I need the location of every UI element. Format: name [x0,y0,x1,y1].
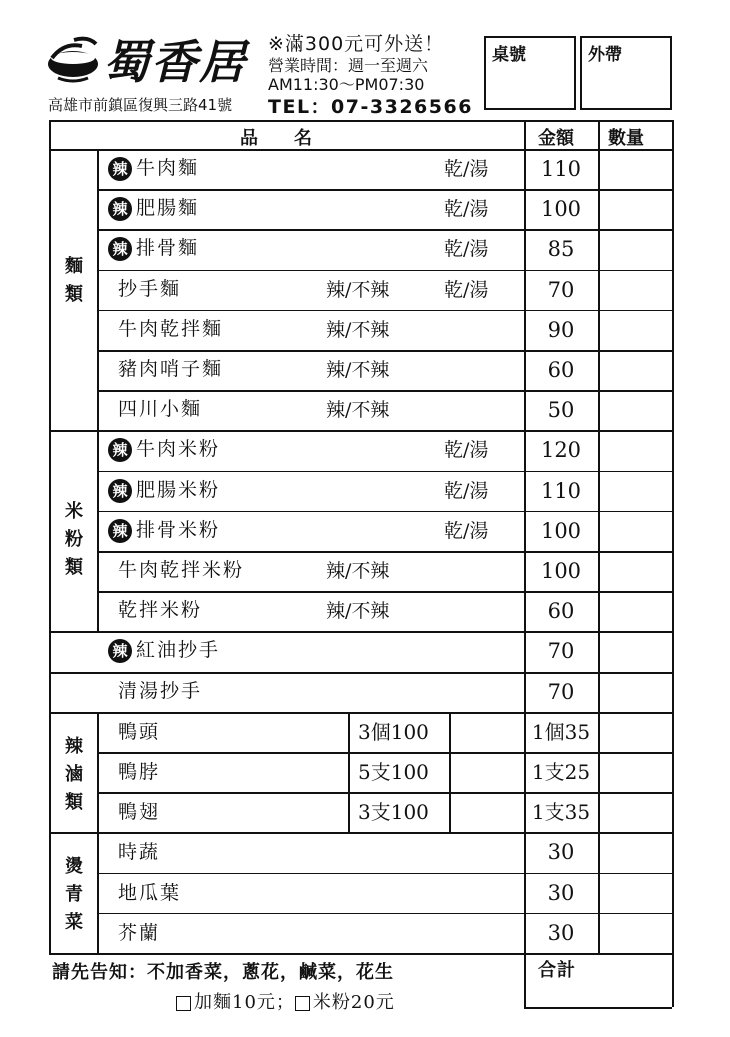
quantity-cell[interactable] [600,312,670,348]
menu-item-price: 100 [540,559,582,583]
serving-option: 乾/湯 [444,198,489,221]
menu-item-name: 辣 牛肉麵 [108,157,199,181]
bulk-price: 3個100 [358,719,429,744]
quantity-cell[interactable] [600,272,670,308]
shop-address: 高雄市前鎮區復興三路41號 [48,96,233,114]
quantity-cell[interactable] [600,834,670,870]
grid-line [97,551,672,553]
grid-line [49,120,672,122]
phone-number: TEL：07-3326566 [268,96,473,118]
menu-item-price: 90 [547,317,575,342]
quantity-cell[interactable] [600,553,670,589]
menu-item-price: 110 [540,157,582,181]
grid-line [97,913,672,915]
quantity-cell[interactable] [600,473,670,509]
spice-option: 辣/不辣 [326,399,390,422]
menu-item-name: 時蔬 [118,841,161,864]
grid-line [97,792,672,794]
menu-item-price: 110 [540,478,582,503]
menu-item-name: 地瓜葉 [118,881,182,904]
delivery-promo: ※滿300元可外送！ [268,33,445,55]
spice-option: 辣/不辣 [326,560,390,582]
quantity-cell[interactable] [600,513,670,549]
menu-item-price: 1個35 [531,719,591,744]
menu-item-price: 1支25 [531,760,591,784]
business-hours-time: AM11:30～PM07:30 [268,75,425,94]
quantity-cell[interactable] [600,352,670,388]
grid-line [49,712,672,714]
grid-line [97,471,672,473]
grid-line [49,672,672,674]
menu-item-name: 牛肉乾拌麵 [118,317,224,340]
grid-line [97,390,672,392]
spicy-icon: 辣 [108,519,132,543]
menu-item-price: 30 [547,840,575,865]
menu-item-name: 辣 牛肉米粉 [108,438,220,462]
spice-option: 辣/不辣 [326,278,390,301]
menu-item-price: 100 [540,197,582,222]
menu-item-name: 芥蘭 [118,921,161,944]
addon-noodle-checkbox[interactable] [176,996,191,1011]
grid-line [97,310,672,312]
grid-line [524,1007,672,1009]
grid-line [449,712,451,833]
grid-line [97,189,672,191]
quantity-cell[interactable] [600,231,670,267]
spicy-icon: 辣 [108,438,132,462]
quantity-cell[interactable] [600,674,670,710]
spice-option: 辣/不辣 [326,359,390,381]
bulk-price: 5支100 [358,760,429,784]
menu-item-price: 70 [547,639,575,664]
addon-noodle-label: 加麵10元； [194,992,295,1013]
grid-line [672,120,674,953]
serving-option: 乾/湯 [444,519,489,542]
menu-item-price: 30 [547,920,575,945]
category-label-greens: 燙 青 菜 [65,856,83,933]
menu-item-name: 辣 排骨麵 [108,237,199,261]
bulk-price: 3支100 [358,800,429,825]
menu-item-price: 60 [547,358,575,382]
spicy-icon: 辣 [108,237,132,261]
serving-option: 乾/湯 [444,238,489,261]
spicy-icon: 辣 [108,639,132,663]
menu-item-name: 辣 肥腸米粉 [108,479,220,503]
serving-option: 乾/湯 [444,278,489,301]
column-header-price: 金額 [538,128,574,149]
menu-item-name: 抄手麵 [118,277,182,300]
menu-item-name: 鴨翅 [118,801,161,824]
menu-item-price: 70 [547,679,575,704]
menu-item-price: 85 [547,237,575,262]
takeout-box[interactable] [580,36,672,110]
grid-line [348,712,350,833]
menu-item-name: 豬肉哨子麵 [118,358,224,380]
quantity-cell[interactable] [600,714,670,750]
quantity-cell[interactable] [600,151,670,187]
total-label: 合計 [538,960,576,981]
spicy-icon: 辣 [108,197,132,221]
menu-item-name: 四川小麵 [118,398,203,421]
grid-line [97,270,672,272]
menu-item-name: 乾拌米粉 [118,599,203,622]
menu-item-name: 牛肉乾拌米粉 [118,559,245,581]
menu-item-name: 辣 紅油抄手 [108,639,220,663]
grid-line [97,591,672,593]
menu-item-price: 70 [547,277,575,302]
menu-item-price: 120 [540,438,582,463]
serving-option: 乾/湯 [444,158,489,180]
addon-options [176,988,395,1014]
spice-option: 辣/不辣 [326,318,390,341]
category-label-rice-noodles: 米 粉 類 [65,501,83,578]
category-label-noodles: 麵 類 [65,256,83,305]
quantity-cell[interactable] [600,191,670,227]
menu-item-name: 清湯抄手 [118,679,203,702]
business-hours-days: 營業時間：週一至週六 [268,56,429,75]
menu-item-price: 1支35 [531,800,591,825]
menu-item-price: 100 [540,518,582,543]
menu-item-name: 鴨脖 [118,761,161,783]
grid-line [49,832,672,834]
menu-item-price: 60 [547,599,575,624]
quantity-cell[interactable] [600,875,670,911]
table-number-label: 桌號 [492,45,526,65]
grid-line [97,873,672,875]
serving-option: 乾/湯 [444,439,489,462]
grid-line [49,149,672,151]
quantity-cell[interactable] [600,392,670,428]
grid-line [49,120,51,953]
grid-line [49,953,672,955]
menu-item-name: 辣 排骨米粉 [108,519,220,543]
quantity-cell[interactable] [600,633,670,669]
menu-item-price: 30 [547,880,575,905]
grid-line [97,229,672,231]
addon-rice-label: 米粉20元 [312,992,395,1013]
takeout-label: 外帶 [588,45,622,65]
addon-rice-checkbox[interactable] [295,996,310,1011]
grid-line [49,430,672,432]
grid-line [97,511,672,513]
quantity-cell[interactable] [600,754,670,790]
grid-line [672,953,674,1007]
spicy-icon: 辣 [108,157,132,181]
serving-option: 乾/湯 [444,479,489,502]
shop-name: 蜀香居 [103,35,247,89]
notice-text: 請先告知：不加香菜，蔥花，鹹菜，花生 [52,962,394,983]
grid-line [97,752,672,754]
grid-line [97,350,672,352]
bowl-logo-icon [44,34,102,84]
spicy-icon: 辣 [108,479,132,503]
quantity-cell[interactable] [600,794,670,830]
quantity-cell[interactable] [600,432,670,468]
column-header-quantity: 數量 [608,128,644,149]
category-label-braised: 辣 滷 類 [65,736,83,813]
menu-item-name: 鴨頭 [118,720,161,743]
menu-item-price: 50 [547,398,575,423]
quantity-cell[interactable] [600,915,670,951]
spice-option: 辣/不辣 [326,600,390,623]
grid-line [49,631,672,633]
menu-item-name: 辣 肥腸麵 [108,197,199,221]
quantity-cell[interactable] [600,593,670,629]
table-number-box[interactable] [484,36,576,110]
column-header-item: 品 名 [240,128,312,149]
